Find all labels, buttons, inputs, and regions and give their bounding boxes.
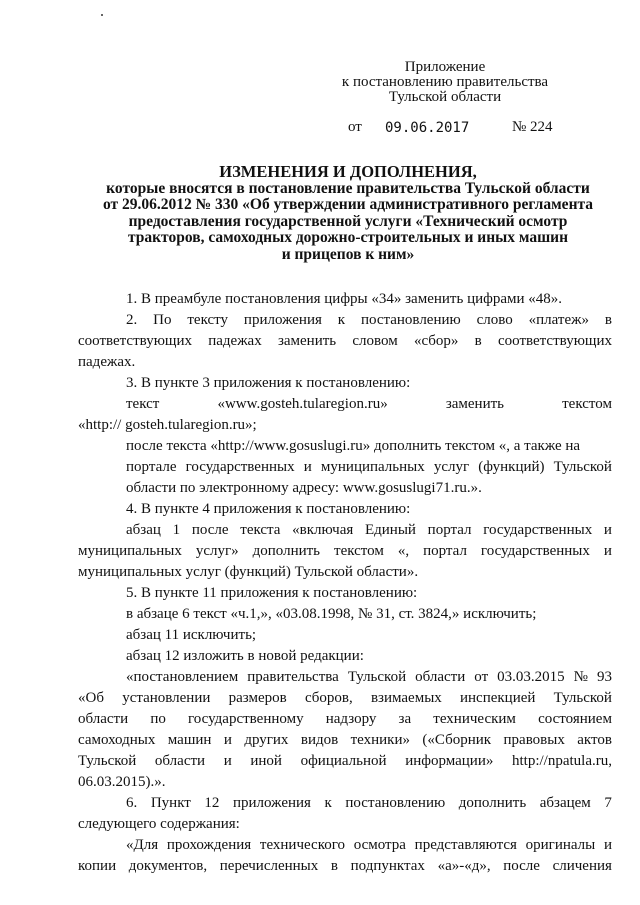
title-line: и прицепов к ним»	[281, 245, 415, 263]
body-line: портале государственных и муниципальных услуг (функций) Тульской	[126, 459, 612, 475]
appendix-line-1: Приложение	[404, 59, 486, 75]
body-line: после текста «http://www.gosuslugi.ru» дополнить текстом «, а также на	[126, 438, 581, 454]
body-line: 2. По тексту приложения к постановлению слово «платеж» в	[126, 312, 612, 328]
title-line: тракторов, самоходных дорожно-строительных и иных машин	[127, 229, 569, 246]
body-line: 6. Пункт 12 приложения к постановлению дополнить абзацем 7	[126, 795, 612, 811]
body-line: 3. В пункте 3 приложения к постановлению:	[126, 375, 411, 391]
scan-speck	[101, 14, 103, 16]
appendix-block	[300, 60, 590, 105]
date-from-label: от	[348, 119, 362, 135]
body-line: области по электронному адресу: www.gosuslugi71.ru.».	[126, 480, 482, 496]
body-line: «Для прохождения технического осмотра представляются оригиналы и	[126, 837, 612, 853]
body-line: Тульской области и иной официальной информации» http://npatula.ru,	[78, 753, 612, 769]
body-line: следующего содержания:	[78, 816, 240, 832]
document-title	[80, 164, 616, 263]
body-line: абзац 1 после текста «включая Единый портал государственных и	[126, 522, 612, 538]
document-number: № 224	[512, 119, 553, 135]
body-line: самоходных машин и других видов техники» («Сборник правовых актов	[78, 732, 612, 748]
body-line: 06.03.2015).».	[78, 774, 166, 790]
body-line: «постановлением правительства Тульской области от 03.03.2015 № 93	[126, 669, 612, 685]
body-line: муниципальных услуг (функций) Тульской области».	[78, 564, 419, 580]
title-line: предоставления государственной услуги «Технический осмотр	[128, 212, 568, 230]
body-line: муниципальных услуг» дополнить текстом «, портал государственных и	[78, 543, 612, 559]
title-line: от 29.06.2012 № 330 «Об утверждении административного регламента	[102, 196, 594, 213]
body-line: соответствующих падежах заменить словом «сбор» в соответствующих	[78, 333, 612, 349]
body-line: текст «www.gosteh.tularegion.ru» заменить текстом	[126, 396, 612, 412]
body-line: области по государственному надзору за техническим состоянием	[78, 711, 612, 727]
appendix-line-3: Тульской области	[388, 89, 502, 105]
body-line: 4. В пункте 4 приложения к постановлению:	[126, 501, 411, 517]
body-line: «Об установлении размеров сборов, взимаемых инспекцией Тульской	[78, 690, 612, 706]
body-line: 1. В преамбуле постановления цифры «34» заменить цифрами «48».	[126, 291, 563, 307]
body-line: падежах.	[78, 354, 136, 370]
title-line: которые вносятся в постановление правительства Тульской области	[106, 179, 590, 197]
body-line: абзац 11 исключить;	[126, 627, 257, 643]
body-line: абзац 12 изложить в новой редакции:	[126, 648, 364, 664]
body-line: 5. В пункте 11 приложения к постановлению:	[126, 585, 418, 601]
body-line: копии документов, перечисленных в подпунктах «а»-«д», после сличения	[78, 858, 612, 874]
body-line: в абзаце 6 текст «ч.1,», «03.08.1998, № 31, ст. 3824,» исключить;	[126, 606, 537, 622]
title-heading: ИЗМЕНЕНИЯ И ДОПОЛНЕНИЯ,	[219, 162, 477, 181]
appendix-line-2: к постановлению правительства	[341, 74, 549, 90]
document-date: 09.06.2017	[385, 120, 470, 136]
body-line: «http:// gosteh.tularegion.ru»;	[78, 417, 257, 433]
